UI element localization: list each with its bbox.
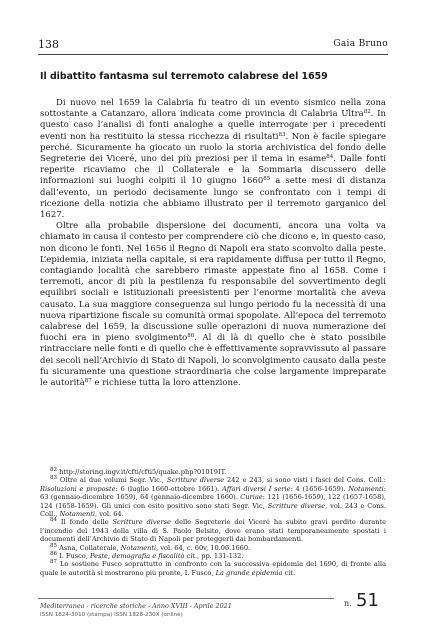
text-run: , vol. 64, c. 60v, 10.06.1660. — [156, 543, 251, 552]
italic-text: Notamenti — [348, 484, 384, 493]
italic-text: Scritture diverse — [112, 518, 171, 527]
body-text — [40, 98, 386, 389]
footnote-ref: 84 — [326, 154, 334, 161]
page-number: 138 — [38, 38, 59, 51]
footnote-ref: 85 — [263, 176, 271, 183]
text-run: cit., pp. 131-132. — [184, 552, 244, 561]
footnote-ref: 86 — [50, 551, 57, 558]
text-run: Oltre alla probabile dispersione dei documenti, ancora una volta va chiamato in causa il contesto per comprendere ciò che dicono e, in questo caso, non dicono le fonti. Nel 1656 il Regno di Napoli era stato sconvolto dalla peste. L’epidemia, iniziata nella capitale, si era rapidamente diffusa per tutto il Regno, contagiando località che sarebbero rimaste appestate fino al 1658. Come i terremoti, ancor di più la pestilenza fu responsabile del sovvertimento degli equilibri sociali e istituzionali preesistenti per l’enorme mortalità che aveva causato. La sua maggiore conseguenza sul lungo periodo fu la necessità di una nuova ripartizione fiscale su comunità ormai spopolate. All’epoca del terremoto calabrese del 1659, la discussione sulle operazioni di nuova numerazione dei fuochi era in pieno svolgimento — [40, 221, 386, 344]
text-run: . In questo caso l’analisi di fonti analoghe a quelle interrogate per i precedenti eventi non ha restituito la stessa ricchezza di risultati — [40, 109, 386, 142]
italic-text: Curiae — [240, 493, 263, 502]
text-run: : 63 (gennaio-dicembre 1659), 64 (gennaio-dicembre 1660). — [40, 484, 386, 502]
header-rule — [38, 54, 388, 55]
footnote-ref: 87 — [84, 378, 92, 385]
text-run: http://storing.ingv.it/cfti/cfti5/quake.php?01019IT. — [57, 468, 227, 476]
footnote — [40, 560, 386, 577]
footnote-ref: 87 — [50, 559, 57, 566]
text-run: . Al di là di quello che è stato possibile rintracciare nelle fonti e di quello che è effettivamente sopravvissuto al passare dei secoli nell’Archivio di Stato di Napoli, lo sconvolgimento causato dalla peste fu sicuramente una questione straordinaria che colse largamente impreparate le autorità — [40, 333, 386, 389]
text-run: Asna, Collaterale, — [57, 543, 121, 552]
text-run: . Non è facile spiegare perché. Sicuramente ha giocato un ruolo la storia archivistica del fondo delle Segreterie dei Viceré, uno dei più preziosi per il tema in esame — [40, 131, 386, 165]
text-run: , vol. 243 e Cons. Coll., — [40, 501, 387, 519]
issue-number — [344, 590, 388, 620]
text-run: : 6 (luglio 1660-ottobre 1661). — [115, 484, 223, 493]
running-header — [38, 38, 388, 54]
italic-text: Notamenti — [120, 543, 157, 552]
text-run: Oltre ai due volumi Segr. Vic., — [57, 476, 167, 485]
text-run: delle Segreterie dei Viceré ha subito gravi perdite durante l’incendio del 1943 della villa di S. Paolo Belsito, dove erano stati temporaneamente spostati i documenti dell’Archivio di Stato di Napoli per proteggerli dai bombardamenti. — [40, 518, 386, 544]
italic-text: Risoluzioni e proposte — [40, 484, 116, 493]
issue-prefix: n. — [344, 599, 352, 608]
footnotes — [40, 468, 386, 577]
footnote — [40, 518, 386, 543]
footnote-ref: 85 — [50, 542, 57, 549]
footnote — [40, 476, 386, 518]
paragraph — [40, 221, 386, 389]
running-author: Gaia Bruno — [333, 39, 388, 49]
footnote-ref: 83 — [50, 475, 57, 482]
italic-text: Peste, demografia e fiscalità — [89, 552, 185, 561]
footnote-ref: 82 — [363, 109, 371, 116]
text-run: : 4 (1656-1659). — [290, 484, 349, 493]
issn-line: ISSN 1824-3010 (stampa) ISSN 1828-230X (online) — [40, 612, 183, 618]
text-run: cit. — [282, 568, 296, 577]
footnote-ref: 86 — [187, 333, 195, 340]
text-run: a sette mesi di distanza dall’evento, un periodo decisamente lungo se confrontato con i tempi di ricezione della notizia che abbiamo illustrato per il terremoto garganico del 1627. — [40, 176, 387, 221]
footnote-ref: 83 — [278, 131, 286, 138]
footnote-ref: 84 — [50, 517, 57, 524]
text-run: Lo sostiene Fusco soprattutto in confronto con la successiva epidemia del 1690, di fronte alla quale le autorità si mostrarono più pronte, I. Fusco, — [40, 560, 386, 577]
footnote-ref: 82 — [50, 467, 57, 473]
text-run: , vol. 64. — [95, 510, 124, 519]
text-run: I. Fusco, — [57, 552, 90, 561]
text-run: 242 e 243, si sono visti i fasci del Cons. Coll.: — [224, 476, 387, 485]
journal-line: Mediterranea - ricerche storiche - Anno XVIII - Aprile 2021 — [40, 602, 232, 610]
italic-text: La grande epidemia — [215, 568, 283, 577]
text-run: Il fondo delle — [57, 518, 113, 527]
issue-number-value: 51 — [356, 590, 379, 611]
text-run: : 121 (1656-1659), 122 (1657-1658), 124 (1658-1659). Gli unici con esito positivo sono stati Segr. Vic, — [40, 493, 386, 510]
section-title: Il dibattito fantasma sul terremoto calabrese del 1659 — [40, 71, 328, 82]
footer-rule — [38, 598, 334, 599]
text-run: Di nuovo nel 1659 la Calabria fu teatro di un evento sismico nella zona sottostante a Catanzaro, allora indicata come provincia di Calabria Ultra — [40, 98, 386, 120]
italic-text: Scritture diverse — [166, 476, 225, 485]
italic-text: Affari diversi I serie — [222, 484, 291, 493]
text-run: e richiese tutta la loro attenzione. — [91, 378, 241, 389]
paragraph — [40, 98, 386, 221]
italic-text: Scritture diverse — [267, 501, 326, 510]
text-run: . Dalle fonti reperite ricaviamo che il Collaterale e la Sommaria discussero delle informazioni sui luoghi colpiti il 10 giugno 1660 — [40, 154, 386, 187]
italic-text: Notamenti — [59, 510, 96, 519]
footnote — [40, 544, 386, 552]
